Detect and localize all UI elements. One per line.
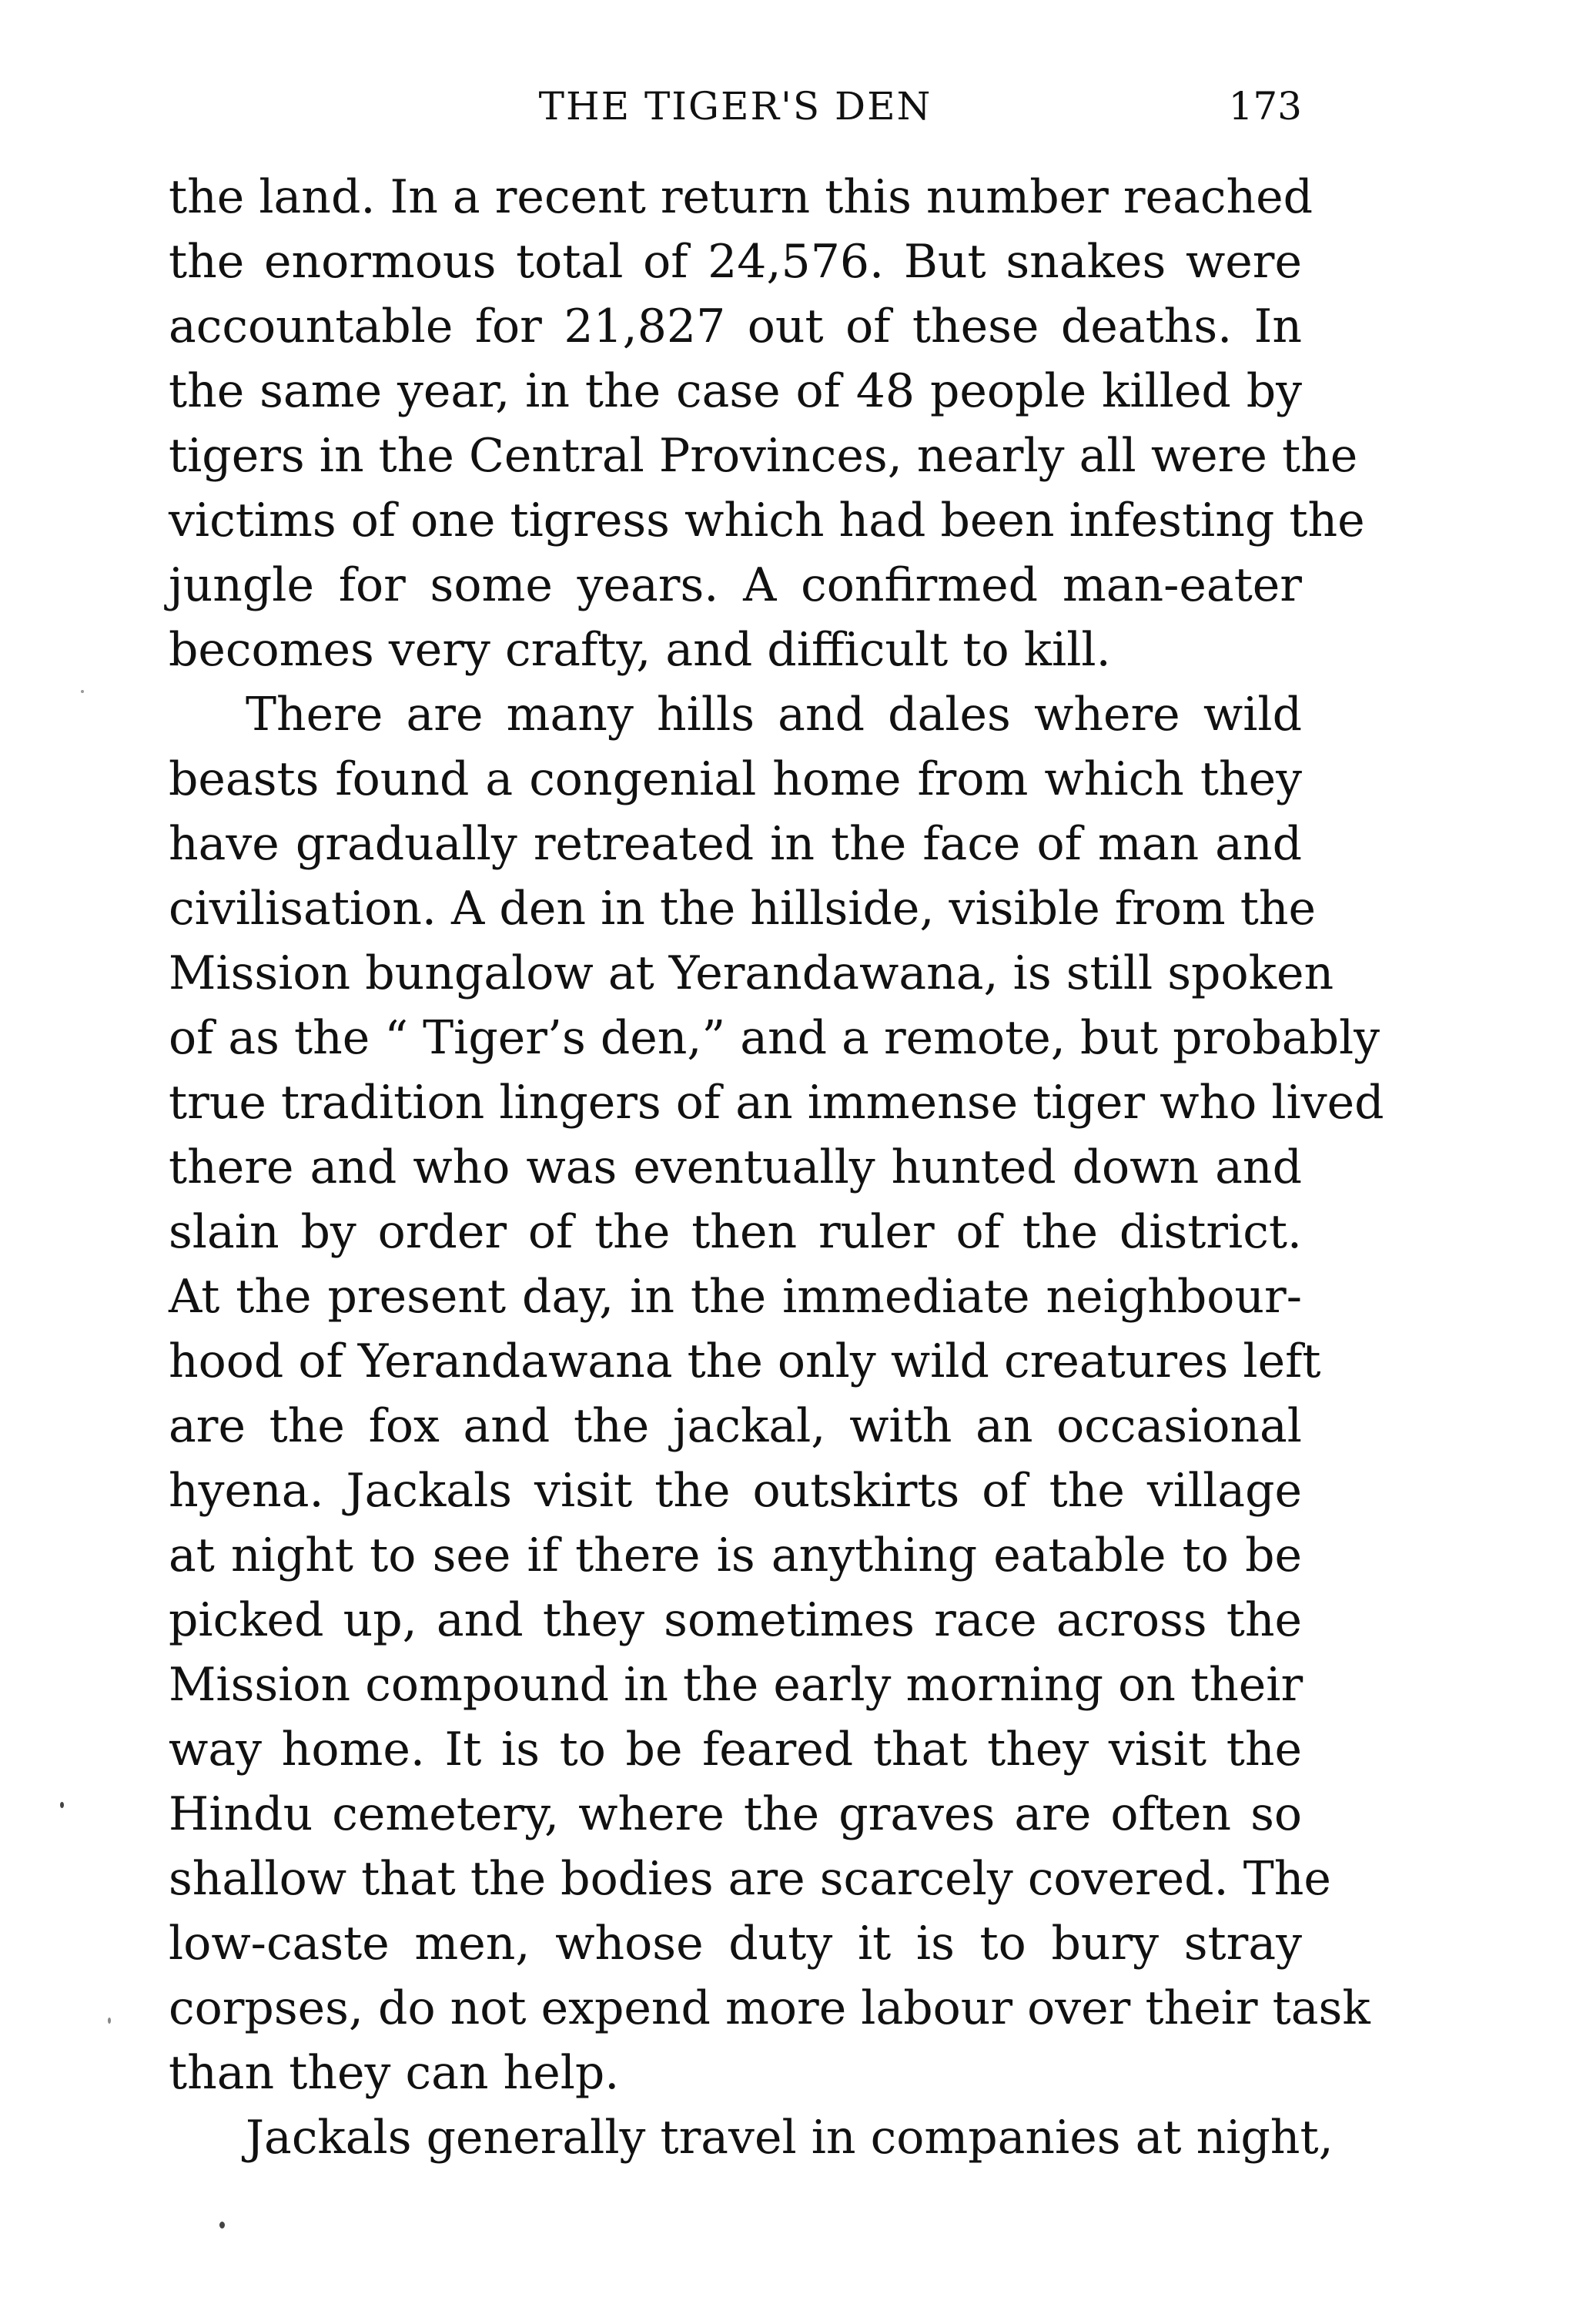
- page-header: [169, 75, 1302, 137]
- text-line: are the fox and the jackal, with an occasional: [169, 1399, 1302, 1453]
- paragraph-start-line: Jackals generally travel in companies at night,: [246, 2111, 1334, 2165]
- text-line: low-caste men, whose duty it is to bury stray: [169, 1917, 1302, 1971]
- paragraph-start-line: There are many hills and dales where wild: [246, 688, 1302, 742]
- text-line: have gradually retreated in the face of man and: [169, 817, 1302, 871]
- text-line: civilisation. A den in the hillside, visible from the: [169, 882, 1317, 936]
- paper-speck: [108, 2018, 111, 2024]
- text-line: shallow that the bodies are scarcely covered. The: [169, 1852, 1331, 1906]
- text-line: at night to see if there is anything eatable to be: [169, 1529, 1302, 1582]
- text-line: jungle for some years. A confirmed man-eater: [169, 558, 1302, 612]
- text-line: victims of one tigress which had been infesting the: [169, 494, 1365, 548]
- text-line: the enormous total of 24,576. But snakes were: [169, 235, 1302, 289]
- text-line: than they can help.: [169, 2046, 620, 2100]
- page-number: 173: [1228, 84, 1302, 129]
- text-line: At the present day, in the immediate neighbour-: [169, 1270, 1302, 1324]
- text-line: there and who was eventually hunted down and: [169, 1140, 1302, 1194]
- paper-speck: [60, 1802, 64, 1808]
- text-line: hood of Yerandawana the only wild creatures left: [169, 1334, 1321, 1388]
- text-line: picked up, and they sometimes race across the: [169, 1593, 1302, 1647]
- text-line: becomes very crafty, and difficult to kill.: [169, 623, 1111, 677]
- text-line: of as the “ Tiger’s den,” and a remote, but probably: [169, 1011, 1380, 1065]
- text-line: hyena. Jackals visit the outskirts of the village: [169, 1464, 1302, 1518]
- paper-speck: [81, 690, 84, 693]
- text-line: Mission compound in the early morning on their: [169, 1658, 1304, 1712]
- text-line: corpses, do not expend more labour over their task: [169, 1981, 1370, 2035]
- paper-speck: [219, 2222, 225, 2229]
- body-text: [169, 165, 1384, 2170]
- text-line: slain by order of the then ruler of the district.: [169, 1205, 1302, 1259]
- text-line: Hindu cemetery, where the graves are often so: [169, 1787, 1302, 1841]
- text-line: true tradition lingers of an immense tiger who lived: [169, 1076, 1384, 1130]
- text-line: the same year, in the case of 48 people killed by: [169, 364, 1302, 418]
- running-title: THE TIGER'S DEN: [538, 84, 932, 129]
- text-line: the land. In a recent return this number reached: [169, 170, 1313, 224]
- text-line: way home. It is to be feared that they visit the: [169, 1723, 1302, 1776]
- text-line: beasts found a congenial home from which they: [169, 752, 1302, 806]
- text-line: accountable for 21,827 out of these deaths. In: [169, 300, 1302, 353]
- text-line: Mission bungalow at Yerandawana, is still spoken: [169, 946, 1334, 1000]
- text-line: tigers in the Central Provinces, nearly all were the: [169, 429, 1358, 483]
